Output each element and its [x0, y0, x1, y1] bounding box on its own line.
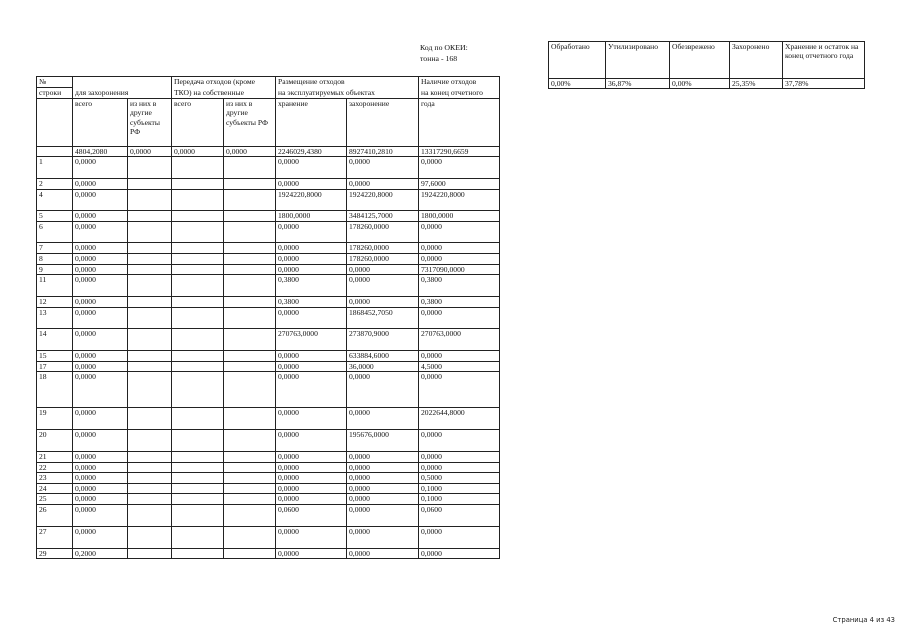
- okei-unit: тонна - 168: [420, 54, 458, 63]
- header-balance-b: на конец отчетного: [419, 88, 500, 99]
- row-number-cell: 27: [37, 526, 73, 548]
- table-cell: 0,5000: [419, 473, 500, 483]
- table-cell: 2022644,8000: [419, 408, 500, 430]
- total-cell: 0,0000: [224, 147, 276, 157]
- table-cell: 0,0000: [73, 463, 128, 473]
- table-row: [37, 526, 500, 548]
- table-cell: 97,6000: [419, 179, 500, 190]
- table-cell: 0,0000: [73, 483, 128, 493]
- table-cell: 0,0000: [73, 307, 128, 328]
- row-number-cell: 20: [37, 430, 73, 452]
- table-cell: 0,0000: [73, 504, 128, 526]
- table-cell: 3484125,7000: [347, 211, 419, 222]
- table-cell: 1924220,8000: [347, 190, 419, 211]
- table-cell: 1800,0000: [419, 211, 500, 222]
- total-cell: 2246029,4380: [276, 147, 347, 157]
- table-row: [37, 297, 500, 307]
- table-cell: 0,0000: [73, 350, 128, 361]
- table-row: [37, 430, 500, 452]
- table-cell: 0,0000: [276, 473, 347, 483]
- table-cell: 633884,6000: [347, 350, 419, 361]
- header-sub-other-regions-transfer: из них в другие субъекты РФ: [224, 99, 276, 147]
- table-cell: 0,0000: [73, 157, 128, 179]
- table-cell: 4,5000: [419, 361, 500, 371]
- table-cell: 0,0000: [276, 452, 347, 463]
- total-cell: 8927410,2810: [347, 147, 419, 157]
- row-number-cell: 21: [37, 452, 73, 463]
- table-row: [37, 157, 500, 179]
- header-row-number-a: №: [37, 77, 73, 88]
- table-cell: 0,0000: [276, 526, 347, 548]
- summary-table: [548, 41, 865, 89]
- row-number-cell: 5: [37, 211, 73, 222]
- table-cell: 0,0000: [347, 473, 419, 483]
- table-cell: 0,0000: [73, 494, 128, 504]
- table-cell: 0,0000: [73, 452, 128, 463]
- table-cell: 0,0000: [73, 408, 128, 430]
- row-number-cell: 17: [37, 361, 73, 371]
- row-number-cell: 9: [37, 264, 73, 274]
- table-cell: 0,0000: [73, 473, 128, 483]
- table-cell: 0,1000: [419, 483, 500, 493]
- row-number-cell: 4: [37, 190, 73, 211]
- table-cell: 0,0000: [73, 254, 128, 264]
- table-cell: 0,0000: [419, 243, 500, 254]
- totals-row: [37, 147, 500, 157]
- table-cell: 0,0000: [276, 483, 347, 493]
- header-sub-year: года: [419, 99, 500, 147]
- table-row: [37, 254, 500, 264]
- table-cell: 0,0600: [276, 504, 347, 526]
- table-cell: 0,0000: [73, 430, 128, 452]
- header-sub-storage: хранение: [276, 99, 347, 147]
- summary-header-processed: Обработано: [549, 42, 606, 79]
- table-cell: 273870,9000: [347, 328, 419, 350]
- table-cell: 0,0000: [276, 361, 347, 371]
- table-cell: 0,0000: [73, 190, 128, 211]
- table-cell: 0,0000: [419, 222, 500, 243]
- table-cell: 270763,0000: [419, 328, 500, 350]
- summary-value-buried: 25,35%: [730, 79, 783, 89]
- table-cell: 1800,0000: [276, 211, 347, 222]
- table-cell: 178260,0000: [347, 254, 419, 264]
- table-row: [37, 483, 500, 493]
- summary-header-neutralized: Обезврежено: [670, 42, 730, 79]
- table-cell: 1868452,7050: [347, 307, 419, 328]
- table-row: [37, 372, 500, 408]
- table-cell: 0,0000: [276, 350, 347, 361]
- row-number-cell: 2: [37, 179, 73, 190]
- table-cell: 0,0000: [276, 243, 347, 254]
- table-cell: 0,0000: [73, 361, 128, 371]
- table-cell: 0,0000: [276, 179, 347, 190]
- table-row: [37, 179, 500, 190]
- header-sub-other-regions: из них в другие субъекты РФ: [128, 99, 172, 147]
- table-cell: 178260,0000: [347, 243, 419, 254]
- okei-label: Код по ОКЕИ:: [420, 43, 468, 52]
- table-row: [37, 408, 500, 430]
- summary-header-buried: Захоронено: [730, 42, 783, 79]
- summary-header-utilized: Утилизировано: [606, 42, 670, 79]
- table-cell: 0,0000: [73, 222, 128, 243]
- table-cell: 0,2000: [73, 548, 128, 558]
- table-row: [37, 328, 500, 350]
- table-row: [37, 463, 500, 473]
- header-row-number-b: строки: [37, 88, 73, 99]
- table-cell: 0,0000: [347, 463, 419, 473]
- table-cell: 0,0000: [347, 483, 419, 493]
- table-row: [37, 222, 500, 243]
- table-cell: 0,3800: [276, 275, 347, 297]
- summary-value-processed: 0,00%: [549, 79, 606, 89]
- table-cell: 0,0000: [347, 179, 419, 190]
- table-cell: 0,0000: [73, 275, 128, 297]
- table-cell: 1924220,8000: [276, 190, 347, 211]
- row-number-cell: 18: [37, 372, 73, 408]
- table-cell: 0,0000: [73, 179, 128, 190]
- table-cell: 0,0000: [73, 297, 128, 307]
- row-number-cell: 12: [37, 297, 73, 307]
- summary-value-stored: 37,78%: [783, 79, 865, 89]
- table-cell: 0,0000: [73, 372, 128, 408]
- table-cell: 0,0000: [276, 254, 347, 264]
- row-number-cell: 1: [37, 157, 73, 179]
- table-cell: 0,0000: [419, 307, 500, 328]
- row-number-cell: 15: [37, 350, 73, 361]
- table-row: [37, 473, 500, 483]
- table-cell: 7317090,0000: [419, 264, 500, 274]
- table-cell: 0,0000: [276, 307, 347, 328]
- row-number-cell: 25: [37, 494, 73, 504]
- row-number-cell: 19: [37, 408, 73, 430]
- table-cell: 0,0600: [419, 504, 500, 526]
- table-cell: 0,0000: [73, 211, 128, 222]
- header-transfer-a: Передача отходов (кроме: [172, 77, 276, 88]
- header-disposal: для захоронения: [73, 88, 172, 99]
- row-number-cell: 13: [37, 307, 73, 328]
- summary-header-row: [549, 42, 865, 79]
- table-cell: 0,0000: [347, 157, 419, 179]
- summary-values-row: [549, 79, 865, 89]
- table-row: [37, 548, 500, 558]
- table-cell: 0,0000: [419, 463, 500, 473]
- table-row: [37, 452, 500, 463]
- header-sub-total: всего: [73, 99, 128, 147]
- table-cell: 270763,0000: [276, 328, 347, 350]
- row-number-cell: 11: [37, 275, 73, 297]
- table-cell: 0,0000: [73, 526, 128, 548]
- header-balance-a: Наличие отходов: [419, 77, 500, 88]
- table-row: [37, 504, 500, 526]
- table-row: [37, 307, 500, 328]
- table-row: [37, 211, 500, 222]
- header-sub-burial: захоронение: [347, 99, 419, 147]
- table-cell: 0,0000: [347, 452, 419, 463]
- table-cell: 0,0000: [419, 254, 500, 264]
- table-cell: 0,0000: [419, 350, 500, 361]
- table-cell: 0,0000: [347, 297, 419, 307]
- total-cell: 0,0000: [128, 147, 172, 157]
- table-row: [37, 264, 500, 274]
- row-number-cell: 26: [37, 504, 73, 526]
- summary-header-stored: Хранение и остаток на конец отчетного года: [783, 42, 865, 79]
- row-number-cell: 23: [37, 473, 73, 483]
- table-cell: 0,0000: [276, 408, 347, 430]
- header-row-2: [37, 88, 500, 99]
- table-cell: 0,0000: [419, 548, 500, 558]
- header-placement-a: Размещение отходов: [276, 77, 419, 88]
- table-cell: 0,3800: [419, 297, 500, 307]
- table-cell: 0,0000: [276, 222, 347, 243]
- total-cell: 13317290,6659: [419, 147, 500, 157]
- table-cell: 0,0000: [419, 157, 500, 179]
- table-cell: 0,0000: [276, 430, 347, 452]
- row-number-cell: 22: [37, 463, 73, 473]
- table-row: [37, 275, 500, 297]
- header-row-1: [37, 77, 500, 88]
- total-cell: 0,0000: [172, 147, 224, 157]
- table-cell: 0,0000: [347, 372, 419, 408]
- table-cell: 0,0000: [347, 548, 419, 558]
- table-cell: 0,0000: [73, 328, 128, 350]
- row-number-cell: 7: [37, 243, 73, 254]
- table-row: [37, 190, 500, 211]
- row-number-cell: 14: [37, 328, 73, 350]
- table-cell: 0,0000: [347, 526, 419, 548]
- table-cell: 0,0000: [276, 264, 347, 274]
- row-number-cell: 8: [37, 254, 73, 264]
- table-row: [37, 494, 500, 504]
- data-rows: [37, 157, 500, 559]
- summary-value-neutralized: 0,00%: [670, 79, 730, 89]
- header-transfer-b: ТКО) на собственные: [172, 88, 276, 99]
- header-row-3: [37, 99, 500, 147]
- table-cell: 0,3800: [276, 297, 347, 307]
- page-number: Страница 4 из 43: [832, 616, 895, 624]
- table-cell: 0,0000: [73, 264, 128, 274]
- table-cell: 0,0000: [276, 548, 347, 558]
- summary-value-utilized: 36,87%: [606, 79, 670, 89]
- table-cell: 195676,0000: [347, 430, 419, 452]
- table-cell: 0,0000: [276, 157, 347, 179]
- table-cell: 0,0000: [73, 243, 128, 254]
- table-cell: 0,0000: [276, 494, 347, 504]
- table-cell: 0,0000: [347, 275, 419, 297]
- okei-code: [420, 42, 468, 64]
- table-cell: 0,0000: [347, 408, 419, 430]
- table-cell: 36,0000: [347, 361, 419, 371]
- table-cell: 178260,0000: [347, 222, 419, 243]
- row-number-cell: 24: [37, 483, 73, 493]
- table-cell: 0,3800: [419, 275, 500, 297]
- header-placement-b: на эксплуатируемых объектах: [276, 88, 419, 99]
- waste-table: [36, 76, 500, 559]
- table-cell: 0,0000: [347, 264, 419, 274]
- table-cell: 0,0000: [276, 463, 347, 473]
- table-cell: 0,0000: [419, 526, 500, 548]
- table-cell: 0,0000: [419, 430, 500, 452]
- table-cell: 0,0000: [347, 494, 419, 504]
- table-row: [37, 361, 500, 371]
- table-cell: 0,0000: [276, 372, 347, 408]
- table-row: [37, 243, 500, 254]
- table-cell: 0,0000: [419, 372, 500, 408]
- total-cell: 4804,2080: [73, 147, 128, 157]
- row-number-cell: 6: [37, 222, 73, 243]
- table-cell: 0,1000: [419, 494, 500, 504]
- table-cell: 0,0000: [419, 452, 500, 463]
- table-row: [37, 350, 500, 361]
- row-number-cell: 29: [37, 548, 73, 558]
- table-cell: 0,0000: [347, 504, 419, 526]
- header-sub-total-transfer: всего: [172, 99, 224, 147]
- table-cell: 1924220,8000: [419, 190, 500, 211]
